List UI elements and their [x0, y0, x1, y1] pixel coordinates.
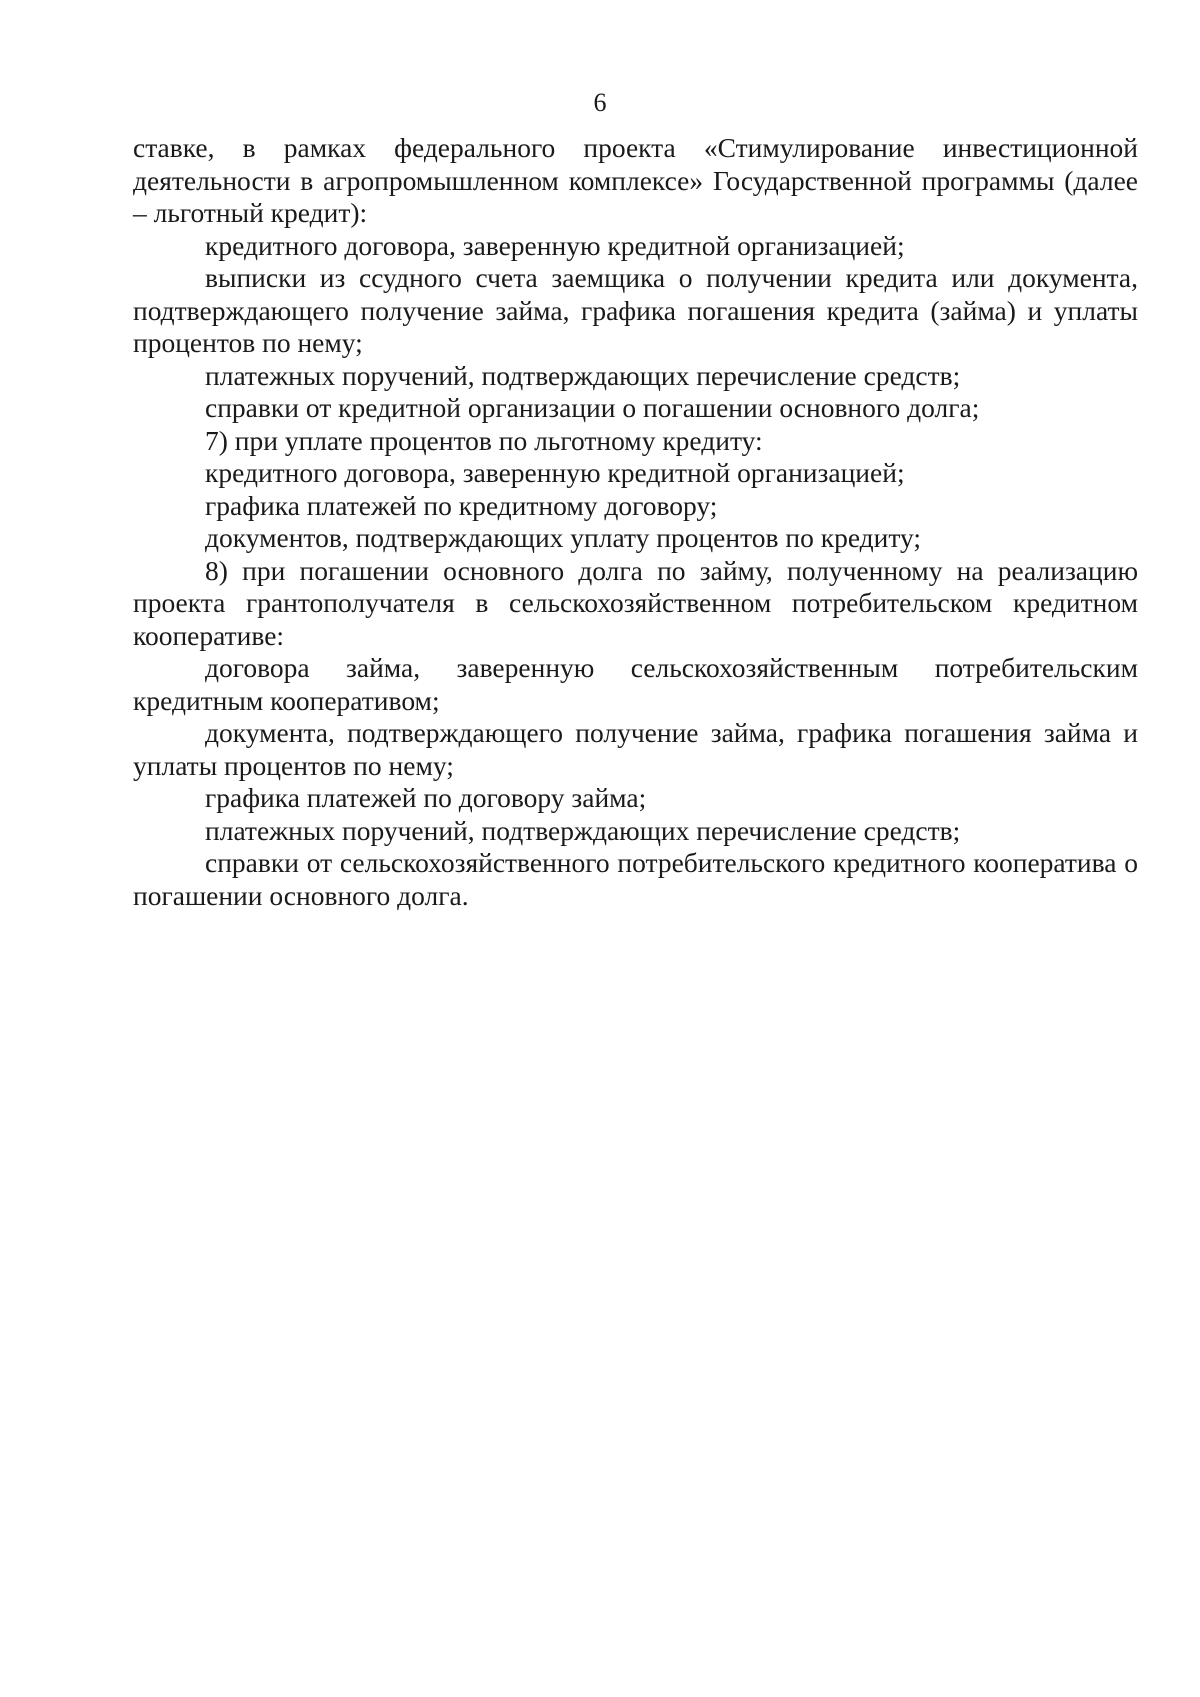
- paragraph: договора займа, заверенную сельскохозяйственным потребительским кредитным кооперативом;: [133, 652, 1138, 716]
- paragraph: платежных поручений, подтверждающих перечисление средств;: [205, 359, 961, 391]
- paragraph: документов, подтверждающих уплату процентов по кредиту;: [205, 522, 922, 553]
- paragraph: документа, подтверждающего получение займа, графика погашения займа и уплаты процентов по нему;: [133, 717, 1138, 781]
- paragraph: выписки из ссудного счета заемщика о получении кредита или документа, подтверждающего получение займа, графика погашения кредита (займа) и уплаты процентов по нему;: [133, 262, 1138, 358]
- document-body: [133, 132, 1138, 912]
- paragraph: графика платежей по кредитному договору;: [205, 489, 718, 521]
- paragraph: платежных поручений, подтверждающих перечисление средств;: [205, 814, 961, 846]
- paragraph: справки от кредитной организации о погашении основного долга;: [205, 392, 980, 423]
- paragraph: кредитного договора, заверенную кредитной организацией;: [205, 457, 905, 488]
- paragraph: графика платежей по договору займа;: [205, 782, 647, 813]
- paragraph: кредитного договора, заверенную кредитной организацией;: [205, 229, 905, 261]
- paragraph: 8) при погашении основного долга по займу, полученному на реализацию проекта грантополучателя в сельскохозяйственном потребительском кредитном кооперативе:: [133, 554, 1138, 651]
- paragraph: 7) при уплате процентов по льготному кредиту:: [205, 424, 763, 456]
- paragraph: ставке, в рамках федерального проекта «Стимулирование инвестиционной деятельности в агропромышленном комплексе» Государственной программы (далее – льготный кредит):: [133, 132, 1138, 228]
- paragraph: справки от сельскохозяйственного потребительского кредитного кооператива о погашении основного долга.: [133, 847, 1138, 911]
- page-number: 6: [593, 88, 607, 117]
